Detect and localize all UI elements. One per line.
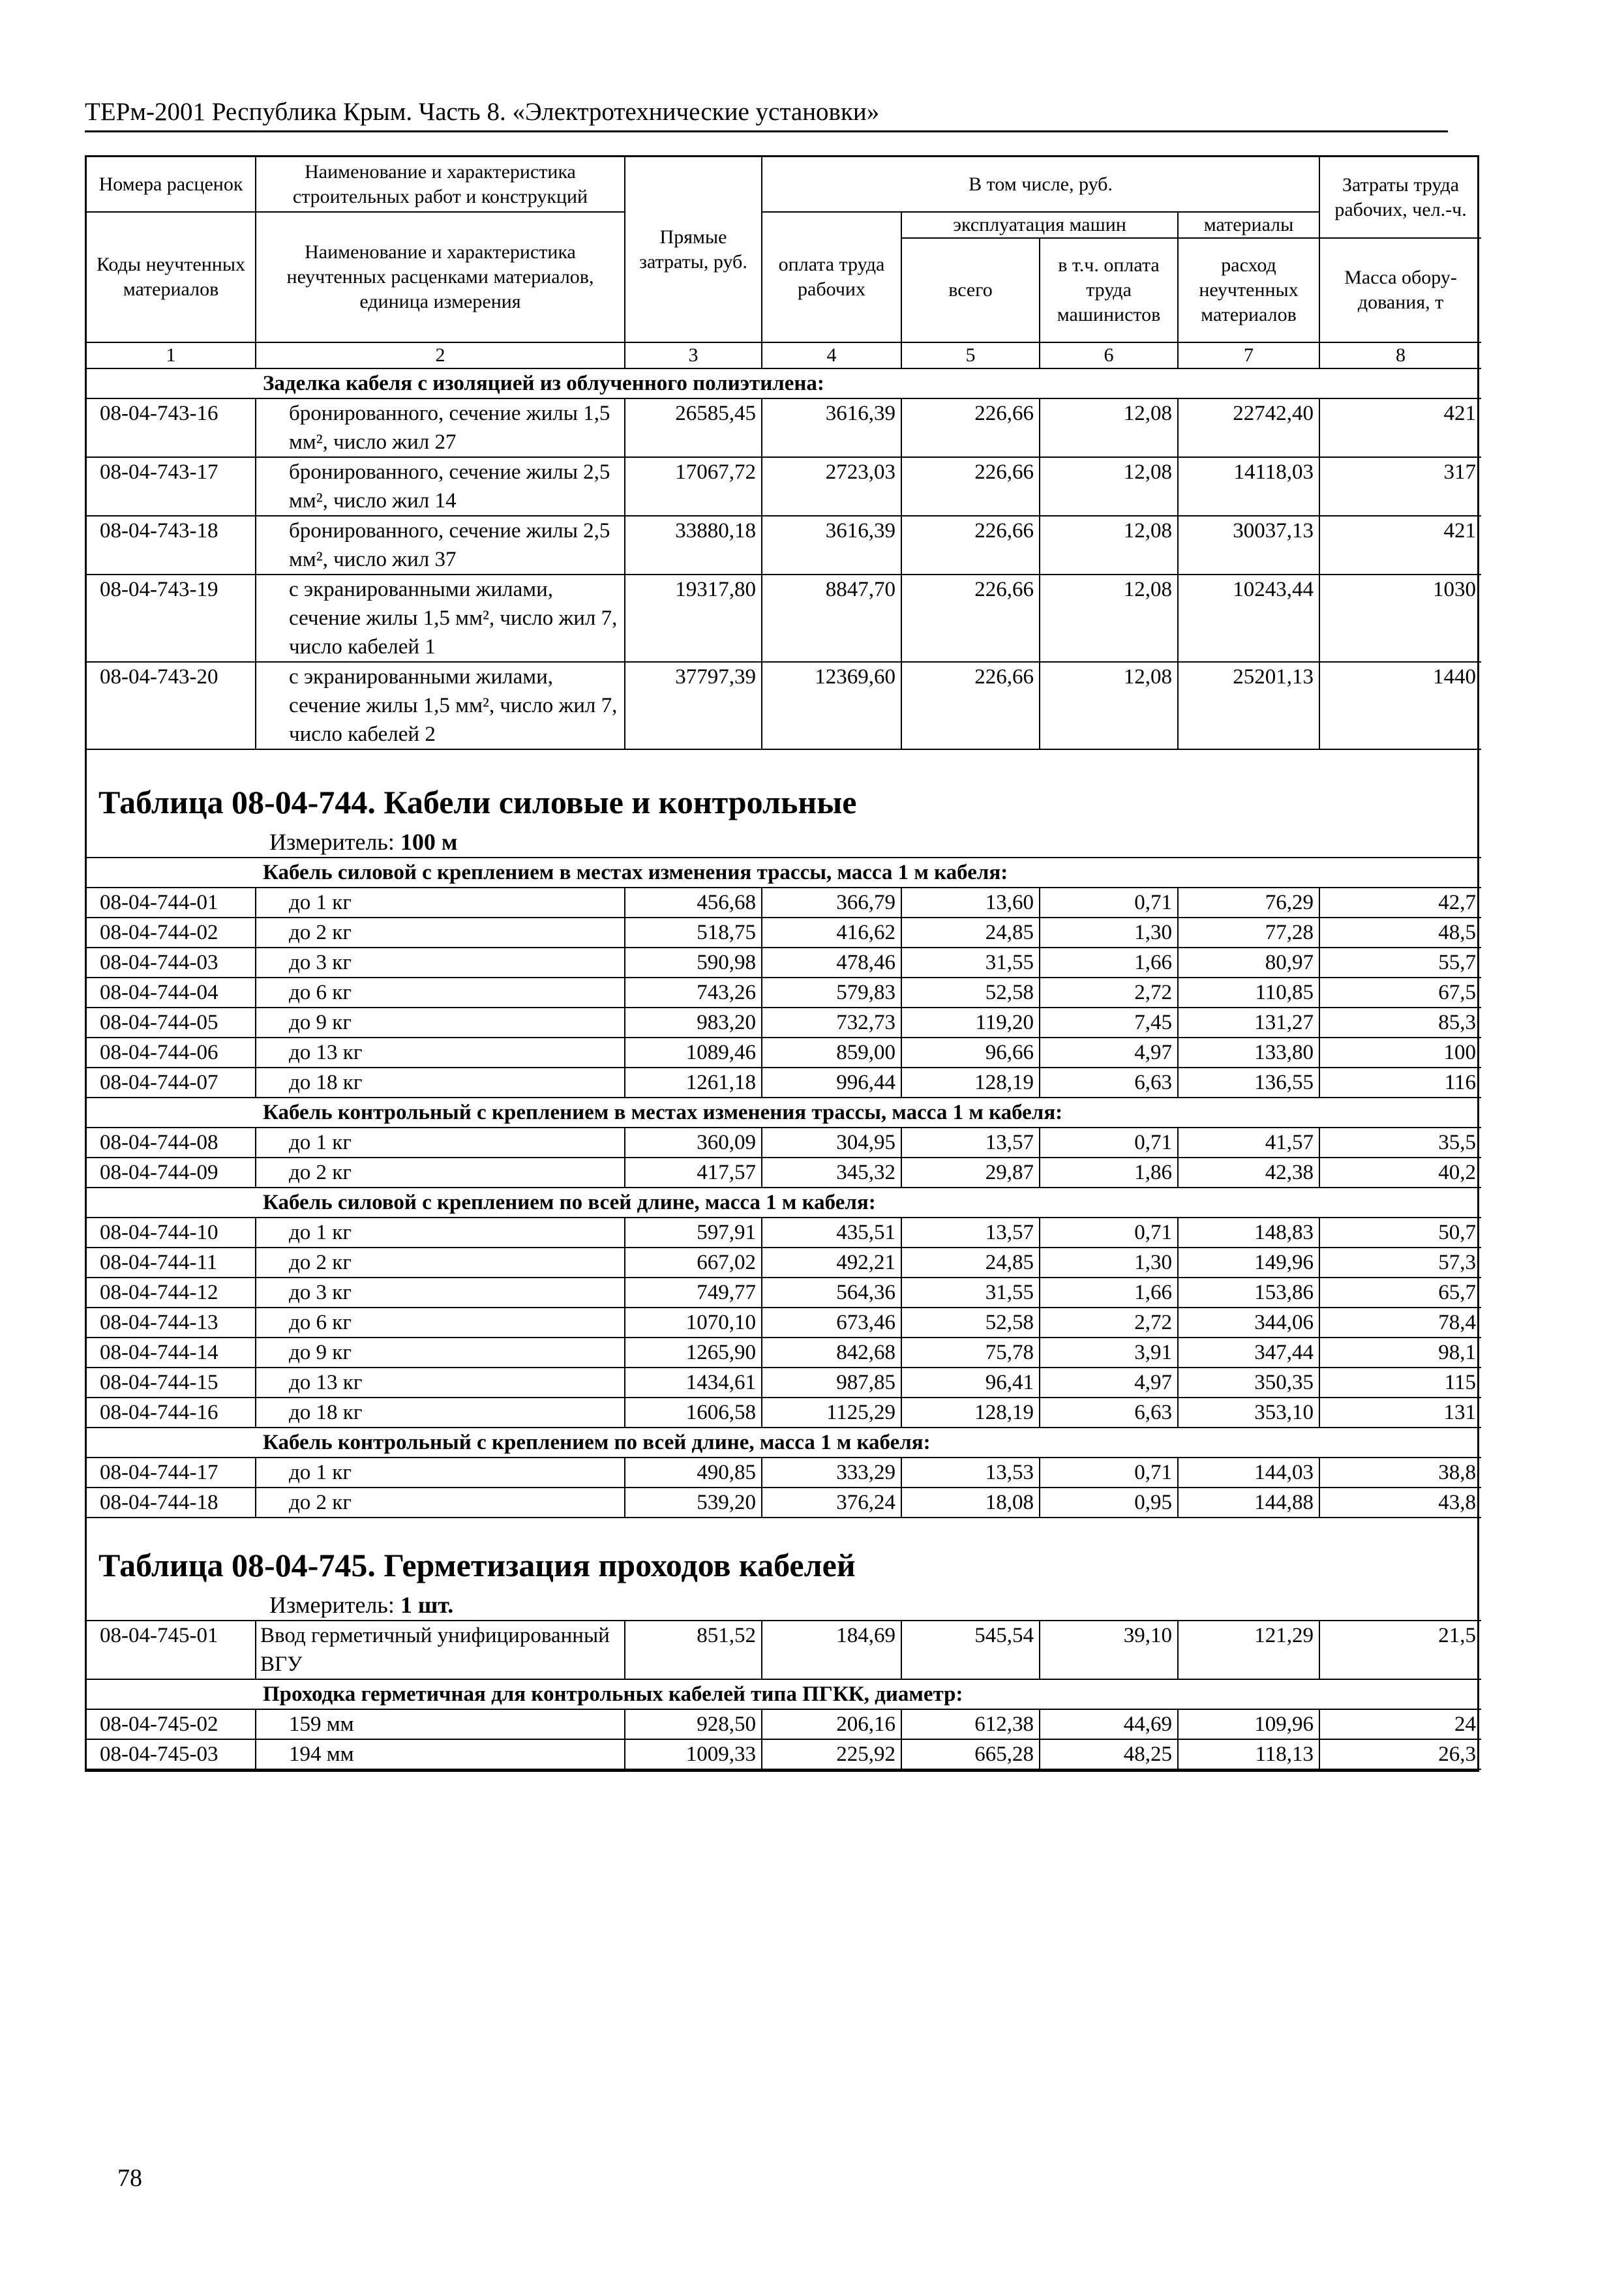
table-row [87,662,1481,749]
machines-total: 612,38 [901,1709,1040,1739]
row-code: 08-04-744-06 [87,1038,256,1068]
row-code: 08-04-744-03 [87,948,256,978]
materials-cost: 109,96 [1178,1709,1319,1739]
column-number: 7 [1178,342,1319,368]
labor-pay: 859,00 [762,1038,901,1068]
machines-total: 31,55 [901,948,1040,978]
machinists-pay: 0,71 [1040,1218,1178,1248]
row-name: до 3 кг [256,948,625,978]
labor-pay: 996,44 [762,1068,901,1098]
including-header: В том числе, руб. [762,157,1319,212]
labor-hours: 55,7 [1319,948,1481,978]
row-code: 08-04-744-10 [87,1218,256,1248]
direct-costs: 597,91 [625,1218,762,1248]
meter-value: 100 м [400,829,458,855]
table-row [87,1488,1481,1518]
row-code: 08-04-744-08 [87,1128,256,1158]
direct-costs: 1265,90 [625,1338,762,1368]
direct-costs: 456,68 [625,888,762,918]
table-744 [87,857,1481,1518]
row-name: 159 мм [256,1709,625,1739]
labor-pay: 492,21 [762,1248,901,1278]
row-name: до 2 кг [256,1488,625,1518]
table-745 [87,1620,1481,1770]
table-row [87,1038,1481,1068]
table-row [87,888,1481,918]
col8-header-bottom: Масса обору-дования, т [1319,238,1481,342]
row-code: 08-04-743-19 [87,575,256,662]
materials-cost: 133,80 [1178,1038,1319,1068]
row-name: бронированного, сечение жилы 2,5 мм², число жил 37 [256,516,625,575]
table-row [87,457,1481,516]
column-number: 3 [625,342,762,368]
column-number: 1 [87,342,256,368]
materials-cost: 121,29 [1178,1621,1319,1679]
row-code: 08-04-744-11 [87,1248,256,1278]
column-number: 5 [901,342,1040,368]
machines-header: эксплуатация машин [901,212,1178,238]
direct-costs: 1606,58 [625,1398,762,1428]
machines-total: 665,28 [901,1739,1040,1769]
direct-costs: 490,85 [625,1458,762,1488]
materials-cost: 41,57 [1178,1128,1319,1158]
machinists-pay: 12,08 [1040,575,1178,662]
machinists-pay: 6,63 [1040,1068,1178,1098]
labor-hours: 43,8 [1319,1488,1481,1518]
machines-total: 96,66 [901,1038,1040,1068]
machines-total: 24,85 [901,1248,1040,1278]
machines-total: 226,66 [901,662,1040,749]
subsection-header: Кабель контрольный с креплением по всей длине, масса 1 м кабеля: [87,1428,1481,1458]
direct-costs: 983,20 [625,1008,762,1038]
machines-total: 31,55 [901,1278,1040,1308]
labor-hours: 421 [1319,398,1481,457]
machines-total: 545,54 [901,1621,1040,1679]
table-row [87,516,1481,575]
materials-cost: 110,85 [1178,978,1319,1008]
col1-header-bottom: Коды неучтенных материалов [87,212,256,342]
materials-cost: 347,44 [1178,1338,1319,1368]
materials-cost: 353,10 [1178,1398,1319,1428]
row-code: 08-04-744-14 [87,1338,256,1368]
labor-pay: 732,73 [762,1008,901,1038]
machinists-pay: 44,69 [1040,1709,1178,1739]
col6-header: в т.ч. оплата труда машинистов [1040,238,1178,342]
direct-costs: 1434,61 [625,1368,762,1398]
col2-header-bottom: Наименование и характеристика неучтенных расценками материалов, единица измерения [256,212,625,342]
machinists-pay: 1,66 [1040,1278,1178,1308]
machinists-pay: 1,66 [1040,948,1178,978]
direct-costs: 1009,33 [625,1739,762,1769]
labor-hours: 50,7 [1319,1218,1481,1248]
row-name: до 13 кг [256,1038,625,1068]
labor-pay: 12369,60 [762,662,901,749]
table-744-meter [269,827,1477,857]
row-name: до 6 кг [256,1308,625,1338]
row-code: 08-04-744-02 [87,918,256,948]
machinists-pay: 39,10 [1040,1621,1178,1679]
machinists-pay: 2,72 [1040,1308,1178,1338]
row-name: бронированного, сечение жилы 2,5 мм², число жил 14 [256,457,625,516]
direct-costs: 539,20 [625,1488,762,1518]
machines-total: 226,66 [901,516,1040,575]
labor-pay: 8847,70 [762,575,901,662]
labor-hours: 1030 [1319,575,1481,662]
table-row [87,1068,1481,1098]
labor-hours: 40,2 [1319,1158,1481,1188]
materials-cost: 118,13 [1178,1739,1319,1769]
labor-hours: 116 [1319,1068,1481,1098]
row-name: до 18 кг [256,1068,625,1098]
labor-pay: 206,16 [762,1709,901,1739]
labor-pay: 579,83 [762,978,901,1008]
labor-hours: 100 [1319,1038,1481,1068]
table-row [87,1338,1481,1368]
machinists-pay: 6,63 [1040,1398,1178,1428]
col1-header-top: Номера расценок [87,157,256,212]
labor-hours: 317 [1319,457,1481,516]
row-code: 08-04-744-12 [87,1278,256,1308]
materials-header: материалы [1178,212,1319,238]
row-code: 08-04-743-17 [87,457,256,516]
machines-total: 13,57 [901,1218,1040,1248]
machinists-pay: 0,95 [1040,1488,1178,1518]
materials-cost: 25201,13 [1178,662,1319,749]
row-name: до 1 кг [256,1128,625,1158]
machinists-pay: 48,25 [1040,1739,1178,1769]
col2-header-top: Наименование и характеристика строительных работ и конструкций [256,157,625,212]
direct-costs: 928,50 [625,1709,762,1739]
table-row [87,1158,1481,1188]
direct-costs: 26585,45 [625,398,762,457]
labor-pay: 3616,39 [762,516,901,575]
machines-total: 128,19 [901,1068,1040,1098]
direct-costs: 417,57 [625,1158,762,1188]
subsection-header: Кабель силовой с креплением в местах изменения трассы, масса 1 м кабеля: [87,858,1481,888]
machinists-pay: 7,45 [1040,1008,1178,1038]
machinists-pay: 0,71 [1040,1458,1178,1488]
direct-costs: 590,98 [625,948,762,978]
subsection-header: Заделка кабеля с изоляцией из облученного полиэтилена: [87,368,1481,398]
materials-cost: 350,35 [1178,1368,1319,1398]
col7-header: расход неучтенных материалов [1178,238,1319,342]
direct-costs: 1261,18 [625,1068,762,1098]
table-row [87,1248,1481,1278]
machinists-pay: 2,72 [1040,978,1178,1008]
table-row [87,1621,1481,1679]
direct-costs: 1070,10 [625,1308,762,1338]
column-number: 6 [1040,342,1178,368]
table-row [87,1739,1481,1769]
labor-hours: 26,3 [1319,1739,1481,1769]
materials-cost: 144,88 [1178,1488,1319,1518]
row-name: до 1 кг [256,1458,625,1488]
machinists-pay: 12,08 [1040,662,1178,749]
table-745-title: Таблица 08-04-745. Герметизация проходов кабелей [98,1547,856,1583]
labor-pay: 3616,39 [762,398,901,457]
machinists-pay: 12,08 [1040,457,1178,516]
labor-hours: 131 [1319,1398,1481,1428]
labor-pay: 2723,03 [762,457,901,516]
row-name: до 9 кг [256,1338,625,1368]
row-code: 08-04-744-18 [87,1488,256,1518]
table-row [87,918,1481,948]
meter-label: Измеритель: [269,829,395,855]
labor-hours: 1440 [1319,662,1481,749]
row-code: 08-04-744-07 [87,1068,256,1098]
row-name: до 13 кг [256,1368,625,1398]
subsection-header: Кабель контрольный с креплением в местах изменения трассы, масса 1 м кабеля: [87,1098,1481,1128]
row-name: до 1 кг [256,1218,625,1248]
table-744-title: Таблица 08-04-744. Кабели силовые и контрольные [98,784,857,820]
labor-pay: 225,92 [762,1739,901,1769]
labor-hours: 24 [1319,1709,1481,1739]
row-code: 08-04-743-18 [87,516,256,575]
labor-pay: 987,85 [762,1368,901,1398]
meter-value: 1 шт. [400,1592,454,1618]
table-row [87,1709,1481,1739]
row-code: 08-04-744-16 [87,1398,256,1428]
row-name: с экранированными жилами, сечение жилы 1,5 мм², число жил 7, число кабелей 1 [256,575,625,662]
table-744-heading [87,781,1477,857]
labor-hours: 67,5 [1319,978,1481,1008]
row-name: до 2 кг [256,918,625,948]
materials-cost: 144,03 [1178,1458,1319,1488]
machines-total: 18,08 [901,1488,1040,1518]
machines-total: 29,87 [901,1158,1040,1188]
direct-costs: 17067,72 [625,457,762,516]
machines-total: 75,78 [901,1338,1040,1368]
materials-cost: 80,97 [1178,948,1319,978]
machines-total: 96,41 [901,1368,1040,1398]
table-row [87,1398,1481,1428]
materials-cost: 10243,44 [1178,575,1319,662]
table-row [87,1368,1481,1398]
machines-total: 226,66 [901,457,1040,516]
table-745-heading [87,1544,1477,1620]
machines-total: 226,66 [901,575,1040,662]
labor-pay: 673,46 [762,1308,901,1338]
row-code: 08-04-743-20 [87,662,256,749]
col4-header: оплата труда рабочих [762,212,901,342]
table-row [87,1458,1481,1488]
row-code: 08-04-744-09 [87,1158,256,1188]
materials-cost: 149,96 [1178,1248,1319,1278]
labor-hours: 57,3 [1319,1248,1481,1278]
row-name: Ввод герметичный унифицированный ВГУ [256,1621,625,1679]
table-743 [87,157,1481,755]
labor-pay: 376,24 [762,1488,901,1518]
machinists-pay: 0,71 [1040,1128,1178,1158]
row-name: с экранированными жилами, сечение жилы 1,5 мм², число жил 7, число кабелей 2 [256,662,625,749]
direct-costs: 851,52 [625,1621,762,1679]
row-code: 08-04-744-17 [87,1458,256,1488]
machines-total: 52,58 [901,1308,1040,1338]
row-code: 08-04-744-01 [87,888,256,918]
table-row [87,575,1481,662]
direct-costs: 19317,80 [625,575,762,662]
materials-cost: 148,83 [1178,1218,1319,1248]
materials-cost: 77,28 [1178,918,1319,948]
machinists-pay: 1,86 [1040,1158,1178,1188]
labor-pay: 478,46 [762,948,901,978]
table-745-meter [269,1590,1477,1620]
row-name: бронированного, сечение жилы 1,5 мм², число жил 27 [256,398,625,457]
row-name: до 2 кг [256,1158,625,1188]
materials-cost: 136,55 [1178,1068,1319,1098]
machines-total: 119,20 [901,1008,1040,1038]
materials-cost: 22742,40 [1178,398,1319,457]
table-row [87,1128,1481,1158]
direct-costs: 749,77 [625,1278,762,1308]
labor-hours: 35,5 [1319,1128,1481,1158]
row-code: 08-04-744-13 [87,1308,256,1338]
labor-hours: 98,1 [1319,1338,1481,1368]
row-name: до 3 кг [256,1278,625,1308]
direct-costs: 360,09 [625,1128,762,1158]
table-row [87,978,1481,1008]
row-name: до 18 кг [256,1398,625,1428]
row-name: до 1 кг [256,888,625,918]
machines-total: 13,53 [901,1458,1040,1488]
meter-label: Измеритель: [269,1592,395,1618]
machinists-pay: 3,91 [1040,1338,1178,1368]
labor-hours: 42,7 [1319,888,1481,918]
labor-hours: 38,8 [1319,1458,1481,1488]
table-row [87,398,1481,457]
column-number: 4 [762,342,901,368]
table-row [87,1308,1481,1338]
column-number: 8 [1319,342,1481,368]
page-number: 78 [117,2164,142,2192]
labor-pay: 333,29 [762,1458,901,1488]
labor-hours: 65,7 [1319,1278,1481,1308]
row-name: до 6 кг [256,978,625,1008]
labor-hours: 115 [1319,1368,1481,1398]
row-code: 08-04-745-02 [87,1709,256,1739]
subsection-header: Проходка герметичная для контрольных кабелей типа ПГКК, диаметр: [87,1679,1481,1709]
column-number: 2 [256,342,625,368]
materials-cost: 30037,13 [1178,516,1319,575]
machines-total: 13,60 [901,888,1040,918]
machines-total: 128,19 [901,1398,1040,1428]
direct-costs: 1089,46 [625,1038,762,1068]
machinists-pay: 4,97 [1040,1368,1178,1398]
labor-hours: 48,5 [1319,918,1481,948]
direct-costs: 37797,39 [625,662,762,749]
row-code: 08-04-745-01 [87,1621,256,1679]
col5-header: всего [901,238,1040,342]
table-row [87,1278,1481,1308]
labor-pay: 842,68 [762,1338,901,1368]
direct-costs: 33880,18 [625,516,762,575]
price-table-frame [85,155,1479,1772]
machines-total: 13,57 [901,1128,1040,1158]
machines-total: 52,58 [901,978,1040,1008]
labor-hours: 78,4 [1319,1308,1481,1338]
machinists-pay: 12,08 [1040,398,1178,457]
labor-pay: 366,79 [762,888,901,918]
running-header: ТЕРм-2001 Республика Крым. Часть 8. «Электротехнические установки» [85,97,1448,132]
materials-cost: 344,06 [1178,1308,1319,1338]
subsection-header: Кабель силовой с креплением по всей длине, масса 1 м кабеля: [87,1188,1481,1218]
row-name: 194 мм [256,1739,625,1769]
materials-cost: 153,86 [1178,1278,1319,1308]
row-code: 08-04-744-04 [87,978,256,1008]
col8-header-top: Затраты труда рабочих, чел.-ч. [1319,157,1481,238]
labor-hours: 21,5 [1319,1621,1481,1679]
machinists-pay: 12,08 [1040,516,1178,575]
direct-costs: 743,26 [625,978,762,1008]
row-name: до 2 кг [256,1248,625,1278]
machinists-pay: 1,30 [1040,1248,1178,1278]
labor-pay: 184,69 [762,1621,901,1679]
labor-pay: 416,62 [762,918,901,948]
machinists-pay: 4,97 [1040,1038,1178,1068]
machines-total: 24,85 [901,918,1040,948]
labor-pay: 1125,29 [762,1398,901,1428]
table-row [87,1008,1481,1038]
materials-cost: 131,27 [1178,1008,1319,1038]
col3-header: Прямые затраты, руб. [625,157,762,342]
machinists-pay: 0,71 [1040,888,1178,918]
direct-costs: 667,02 [625,1248,762,1278]
row-code: 08-04-745-03 [87,1739,256,1769]
row-code: 08-04-744-05 [87,1008,256,1038]
direct-costs: 518,75 [625,918,762,948]
column-numbers-row [87,342,1481,368]
labor-hours: 421 [1319,516,1481,575]
materials-cost: 42,38 [1178,1158,1319,1188]
labor-pay: 564,36 [762,1278,901,1308]
labor-hours: 85,3 [1319,1008,1481,1038]
materials-cost: 76,29 [1178,888,1319,918]
labor-pay: 345,32 [762,1158,901,1188]
row-name: до 9 кг [256,1008,625,1038]
labor-pay: 435,51 [762,1218,901,1248]
row-code: 08-04-743-16 [87,398,256,457]
machines-total: 226,66 [901,398,1040,457]
materials-cost: 14118,03 [1178,457,1319,516]
table-row [87,1218,1481,1248]
row-code: 08-04-744-15 [87,1368,256,1398]
table-row [87,948,1481,978]
labor-pay: 304,95 [762,1128,901,1158]
machinists-pay: 1,30 [1040,918,1178,948]
